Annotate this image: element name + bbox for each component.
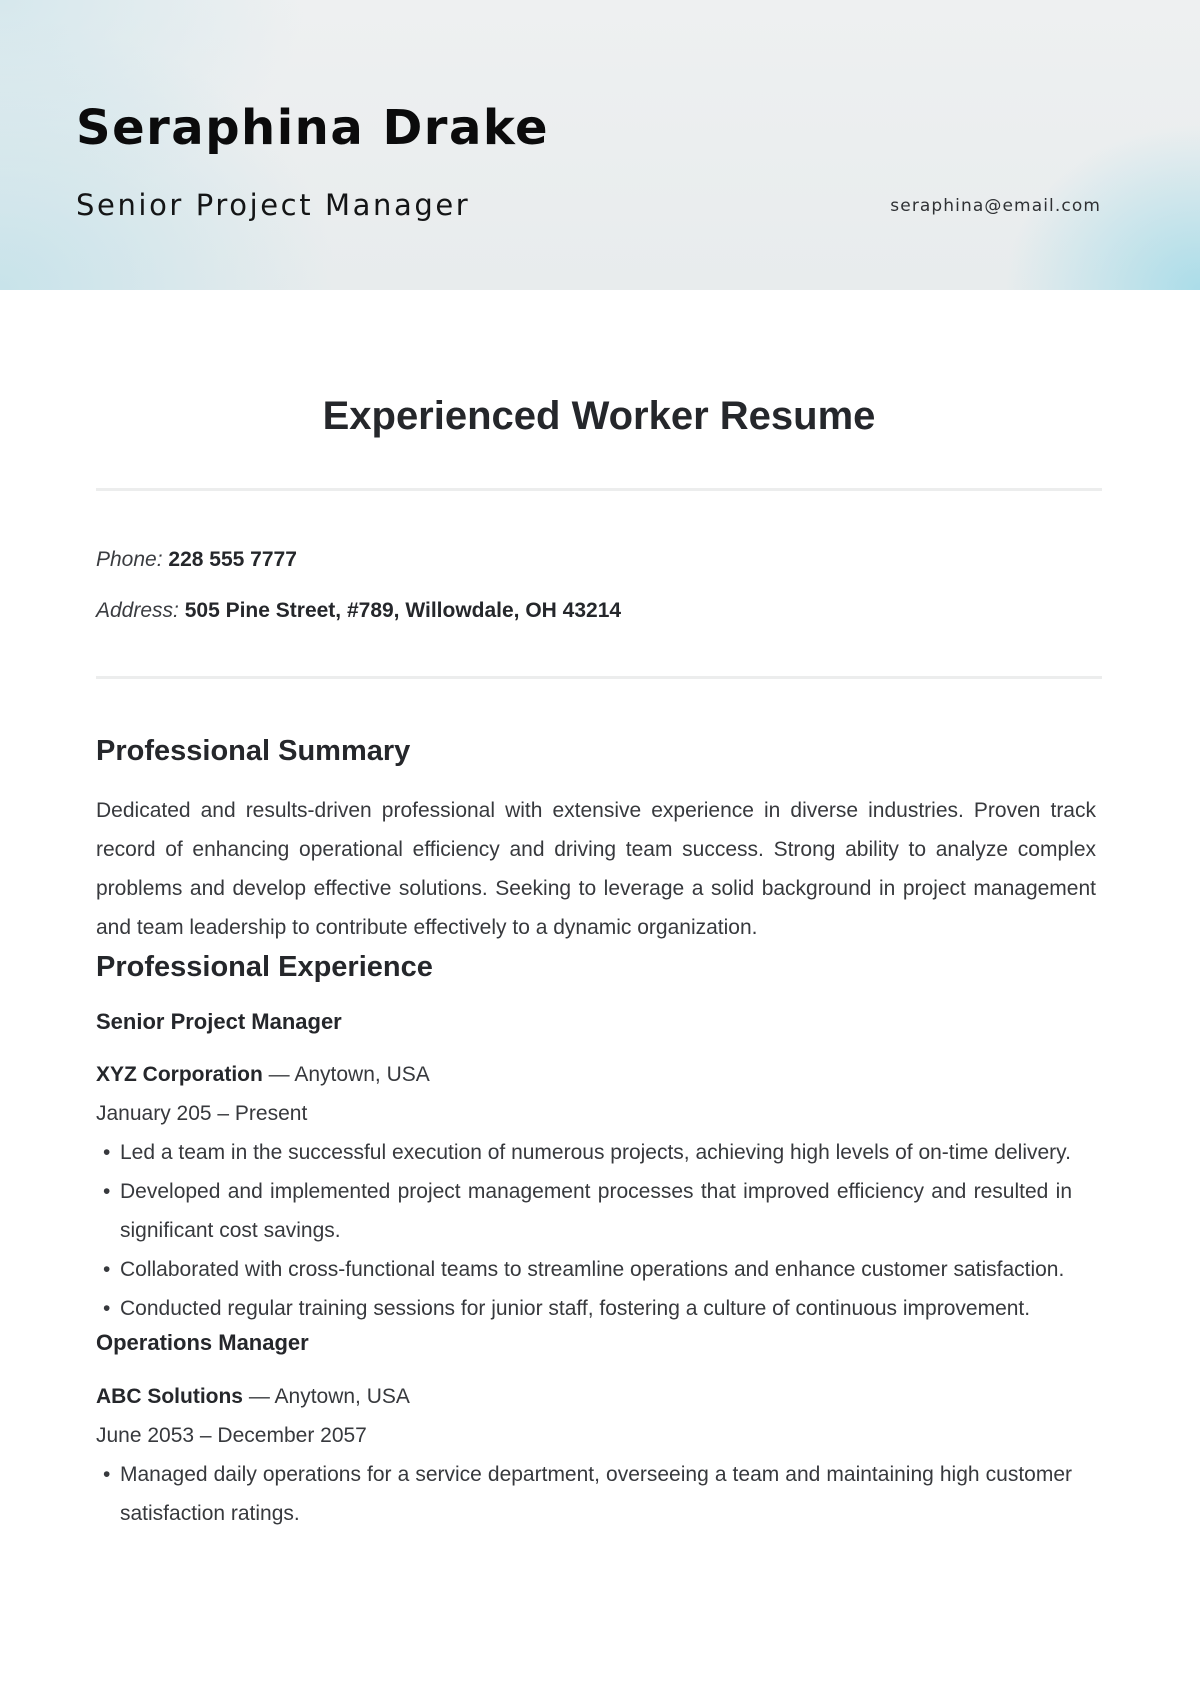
job-dates: June 2053 – December 2057 [96,1424,367,1447]
divider [96,488,1102,491]
candidate-email[interactable]: seraphina@email.com [890,196,1101,216]
job-bullets [96,1133,1072,1328]
job-dates: January 205 – Present [96,1102,308,1125]
phone-row [96,547,1102,573]
list-item: • Conducted regular training sessions for junior staff, fostering a culture of continuous improvement. [96,1289,1072,1328]
job-entry [96,1328,1102,1533]
resume-header-banner [0,0,1200,290]
list-item: • Developed and implemented project management processes that improved efficiency and resulted in significant cost savings. [96,1172,1072,1250]
company-location: — Anytown, USA [262,1063,430,1086]
summary-heading: Professional Summary [96,735,411,767]
phone-label: Phone: [96,548,163,571]
divider [96,676,1102,679]
address-value: 505 Pine Street, #789, Willowdale, OH 43214 [184,599,622,622]
company-name: ABC Solutions [96,1385,243,1408]
address-label: Address: [96,599,179,622]
document-title: Experienced Worker Resume [322,394,876,438]
company-line [96,1382,1102,1412]
job-title: Operations Manager [96,1330,309,1355]
company-location: — Anytown, USA [243,1385,410,1408]
experience-heading: Professional Experience [96,951,433,983]
phone-value: 228 555 7777 [168,548,297,571]
list-item: • Collaborated with cross-functional teams to streamline operations and enhance customer satisfaction. [96,1250,1072,1289]
summary-text: Dedicated and results-driven professional with extensive experience in diverse industries. Proven track record of enhancing operational efficiency and driving team success. Strong ability to analyze complex problems and develop effective solutions. Seeking to leverage a solid background in project management and team leadership to contribute effectively to a dynamic organization. [96,799,1096,939]
candidate-role: Senior Project Manager [76,188,471,222]
candidate-name: Seraphina Drake [76,100,550,156]
resume-body [96,290,1102,1533]
contact-info [96,547,1102,624]
company-name: XYZ Corporation [96,1063,263,1086]
job-bullets [96,1455,1072,1533]
company-line [96,1060,1102,1090]
list-item: • Managed daily operations for a service department, overseeing a team and maintaining high customer satisfaction ratings. [96,1455,1072,1533]
list-item: • Led a team in the successful execution of numerous projects, achieving high levels of on-time delivery. [96,1133,1072,1172]
address-row [96,598,1102,624]
job-entry [96,1007,1102,1328]
job-title: Senior Project Manager [96,1009,342,1034]
